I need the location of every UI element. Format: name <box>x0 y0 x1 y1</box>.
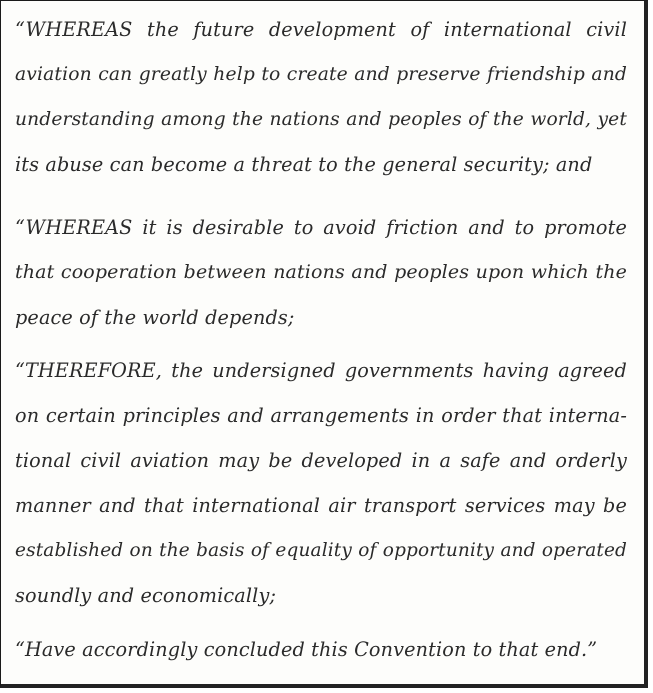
text-line: established on the basis of equality of opportunity and operated <box>15 540 627 561</box>
text-line: that cooperation between nations and peoples upon which the <box>15 261 627 283</box>
text-line: on certain principles and arrangements in order that interna- <box>15 404 627 427</box>
text-line: “THEREFORE, the undersigned governments having agreed <box>15 359 627 382</box>
paragraph-whereas-1 <box>15 7 627 187</box>
text-line: tional civil aviation may be developed in a safe and orderly <box>15 449 627 472</box>
text-line: “Have accordingly concluded this Convention to that end.” <box>15 638 598 661</box>
text-line: “WHEREAS it is desirable to avoid friction and to promote <box>15 216 627 239</box>
paragraph-conclusion <box>15 627 627 672</box>
text-line: “WHEREAS the future development of international civil <box>15 18 627 41</box>
text-line: aviation can greatly help to create and preserve friendship and <box>15 64 627 85</box>
paragraph-therefore <box>15 348 627 618</box>
text-line: its abuse can become a threat to the general security; and <box>15 153 593 176</box>
text-line: soundly and economically; <box>15 584 277 607</box>
text-line: understanding among the nations and peoples of the world, yet <box>15 109 627 130</box>
text-line: manner and that international air transport services may be <box>15 494 627 517</box>
paragraph-whereas-2 <box>15 205 627 340</box>
text-line: peace of the world depends; <box>15 306 295 329</box>
